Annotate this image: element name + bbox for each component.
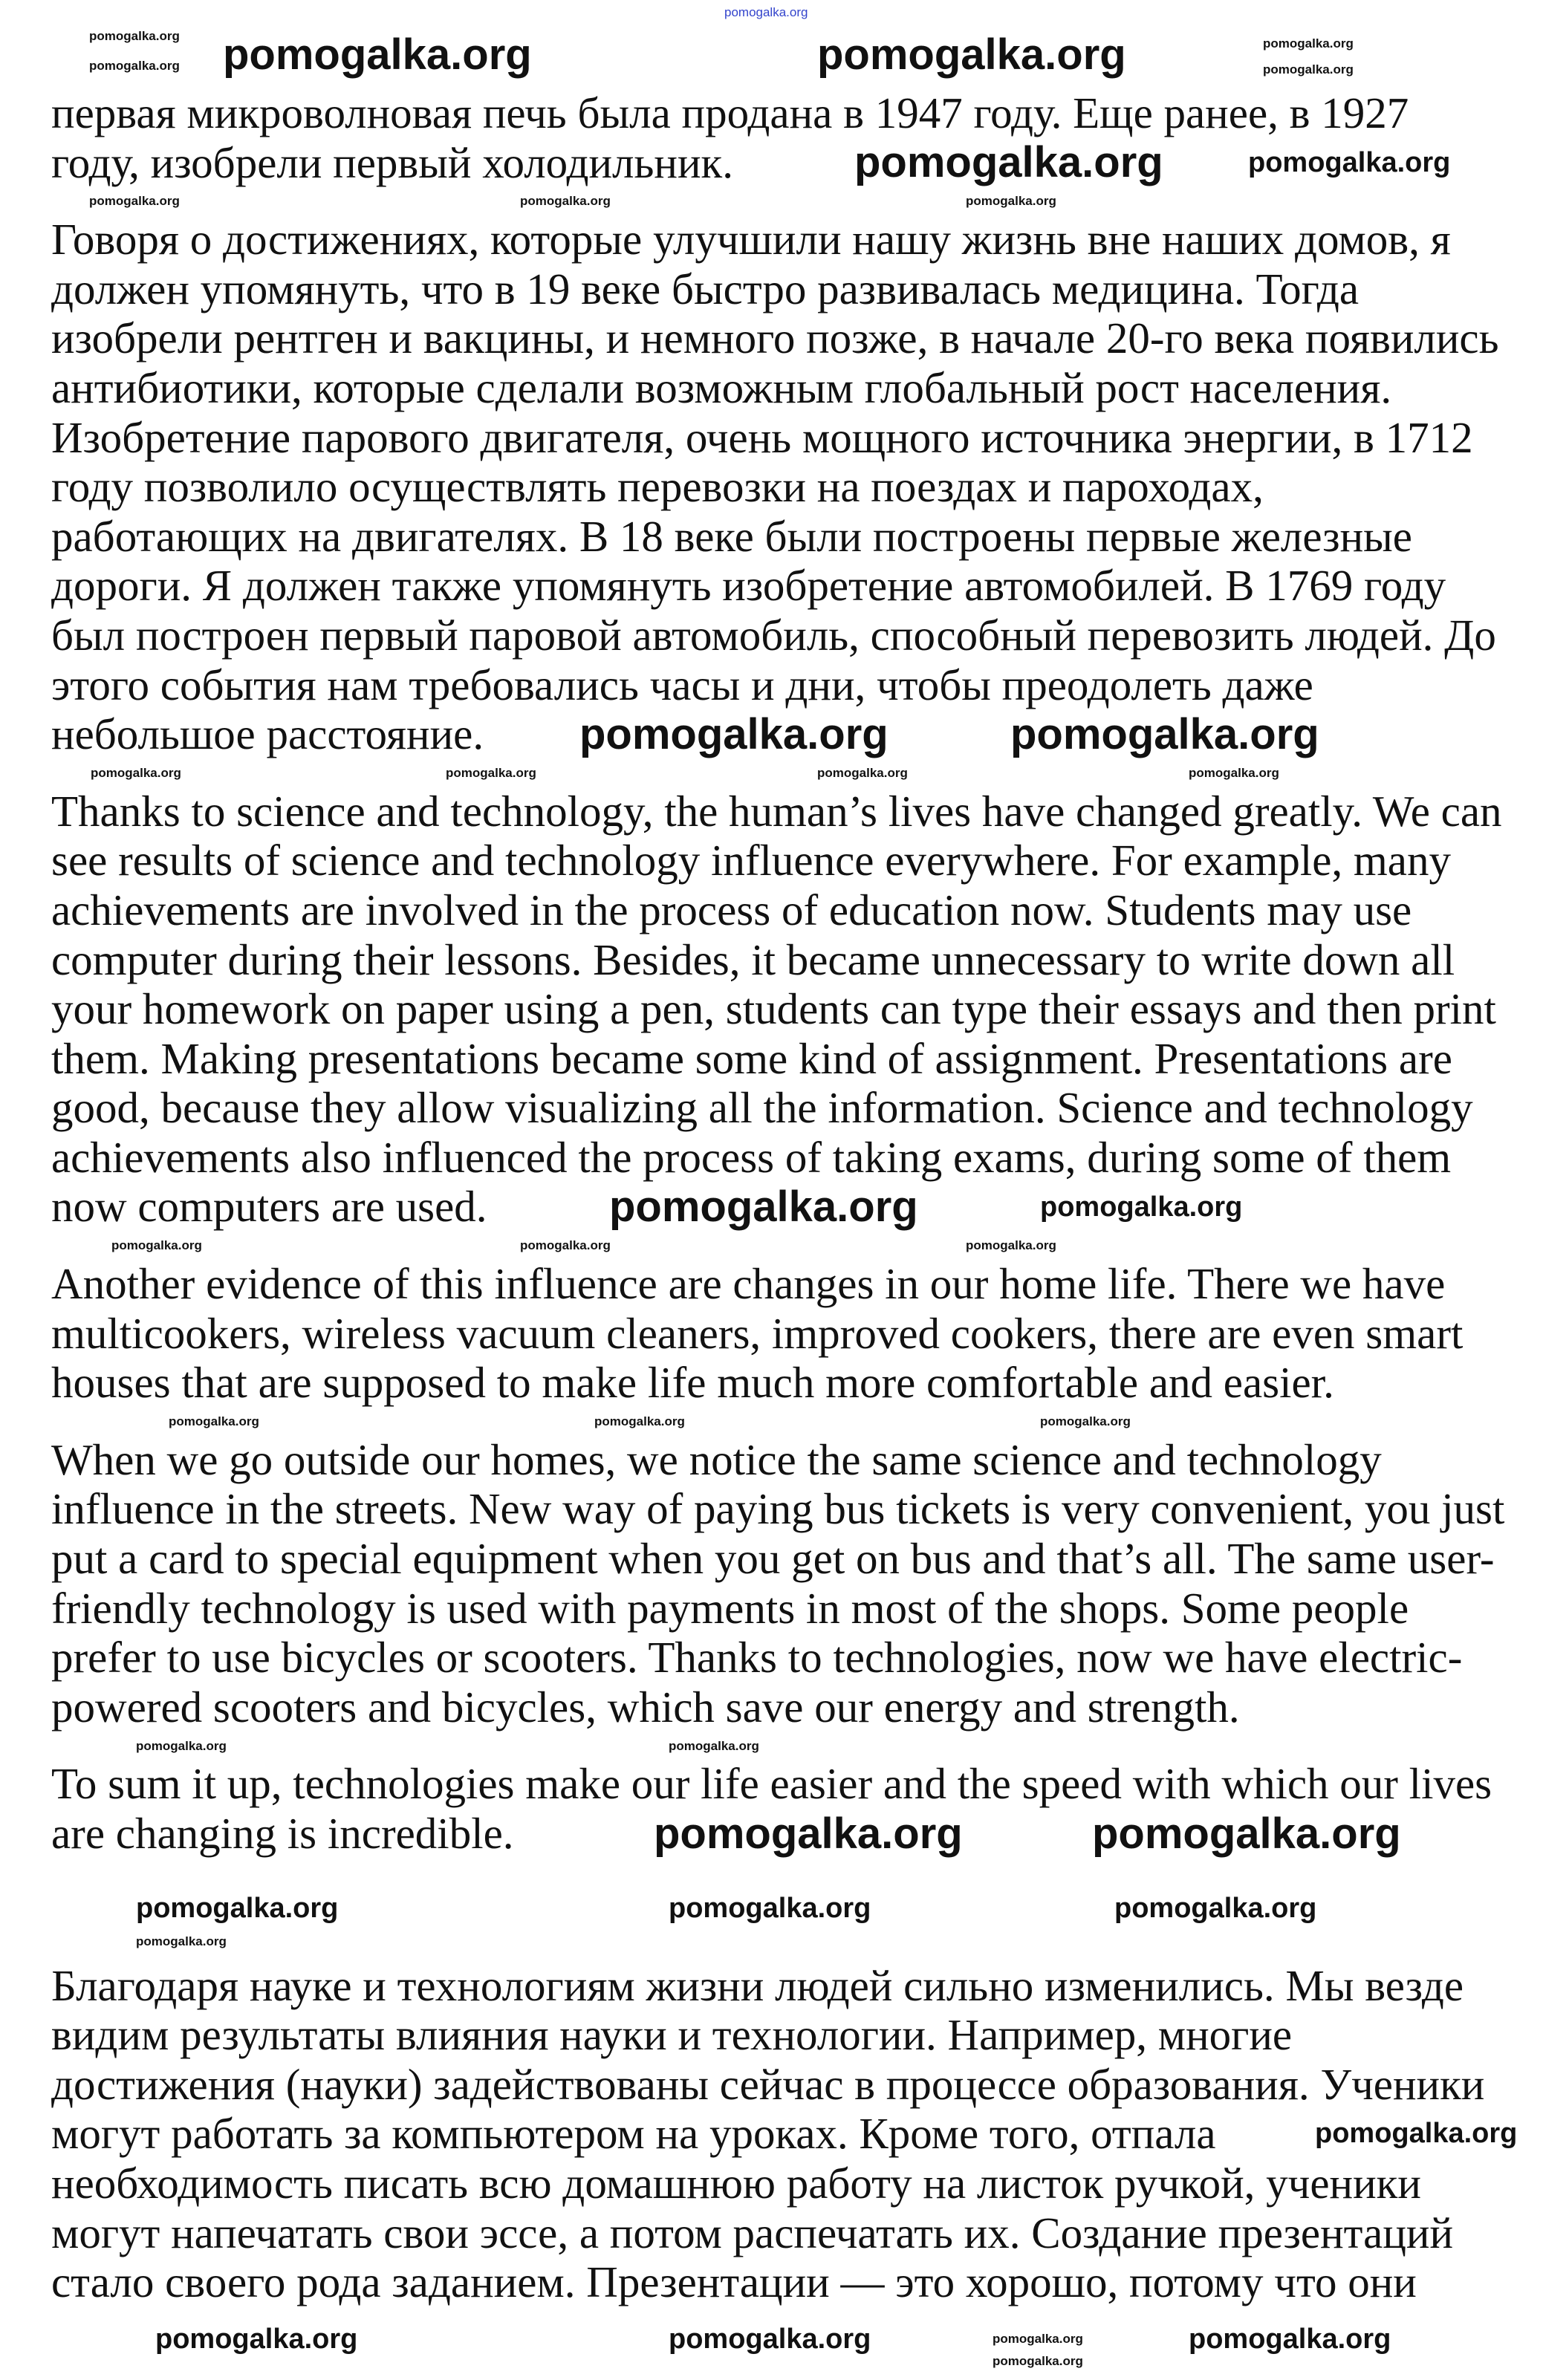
paragraph <box>51 1961 1530 2307</box>
text-line: небольшое расстояние. <box>51 709 484 759</box>
text-line: Thanks to science and technology, the human’s lives have changed greatly. We can <box>51 786 1502 836</box>
watermark: pomogalka.org <box>594 1414 685 1428</box>
watermark: pomogalka.org <box>136 1739 227 1753</box>
watermark: pomogalka.org <box>111 1238 202 1252</box>
text-line: могут работать за компьютером на уроках. Кроме того, отпала <box>51 2109 1216 2159</box>
watermark: pomogalka.org <box>89 29 180 43</box>
text-line: необходимость писать всю домашнюю работу на листок ручкой, ученики <box>51 2158 1421 2208</box>
paragraph <box>51 1435 1530 1732</box>
watermark: pomogalka.org <box>854 138 1163 186</box>
watermark: pomogalka.org <box>1315 2118 1518 2149</box>
text-line: houses that are supposed to make life much more comfortable and easier. <box>51 1358 1334 1408</box>
paragraph <box>51 787 1530 1232</box>
watermark: pomogalka.org <box>1189 766 1279 780</box>
text-line: powered scooters and bicycles, which save our energy and strength. <box>51 1682 1240 1732</box>
watermark: pomogalka.org <box>1263 62 1354 77</box>
watermark: pomogalka.org <box>91 766 181 780</box>
paragraph <box>51 1259 1530 1408</box>
text-line: now computers are used. <box>51 1182 487 1232</box>
watermark: pomogalka.org <box>993 2332 1083 2346</box>
watermark: pomogalka.org <box>155 2324 358 2355</box>
watermark: pomogalka.org <box>966 1238 1056 1252</box>
text-line: put a card to special equipment when you get on bus and that’s all. The same user- <box>51 1534 1495 1584</box>
watermark: pomogalka.org <box>1040 1414 1131 1428</box>
watermark: pomogalka.org <box>724 5 808 19</box>
watermark: pomogalka.org <box>89 194 180 208</box>
text-line: influence in the streets. New way of paying bus tickets is very convenient, you just <box>51 1484 1505 1534</box>
text-line: them. Making presentations became some kind of assignment. Presentations are <box>51 1033 1452 1083</box>
text-line: должен упомянуть, что в 19 веке быстро развивалась медицина. Тогда <box>51 264 1360 313</box>
text-line: первая микроволновая печь была продана в 1947 году. Еще ранее, в 1927 <box>51 88 1409 137</box>
watermark: pomogalka.org <box>669 1893 871 1924</box>
text-line: стало своего рода заданием. Презентации — это хорошо, потому что они <box>51 2257 1417 2307</box>
text-line: friendly technology is used with payments in most of the shops. Some people <box>51 1583 1409 1633</box>
text-line: When we go outside our homes, we notice the same science and technology <box>51 1434 1382 1484</box>
paragraph <box>51 215 1530 759</box>
watermark: pomogalka.org <box>817 30 1126 79</box>
watermark: pomogalka.org <box>169 1414 259 1428</box>
watermark: pomogalka.org <box>520 1238 611 1252</box>
text-line: могут напечатать свои эссе, а потом распечатать их. Создание презентаций <box>51 2208 1454 2257</box>
watermark: pomogalka.org <box>446 766 536 780</box>
watermark: pomogalka.org <box>669 1739 759 1753</box>
watermark: pomogalka.org <box>669 2324 871 2355</box>
watermark: pomogalka.org <box>136 1934 227 1948</box>
text-line: Благодаря науке и технологиям жизни людей сильно изменились. Мы везде <box>51 1960 1464 2010</box>
text-line: are changing is incredible. <box>51 1809 514 1858</box>
watermark: pomogalka.org <box>1092 1810 1401 1858</box>
watermark: pomogalka.org <box>520 194 611 208</box>
watermark: pomogalka.org <box>609 1183 918 1231</box>
text-line: good, because they allow visualizing all the information. Science and technology <box>51 1083 1473 1133</box>
text-line: Говоря о достижениях, которые улучшили нашу жизнь вне наших домов, я <box>51 215 1451 264</box>
watermark: pomogalka.org <box>223 30 532 79</box>
watermark: pomogalka.org <box>579 710 889 758</box>
text-line: антибиотики, которые сделали возможным глобальный рост населения. <box>51 362 1392 412</box>
watermark: pomogalka.org <box>1189 2324 1391 2355</box>
text-line: видим результаты влияния науки и технологии. Например, многие <box>51 2010 1293 2060</box>
watermark: pomogalka.org <box>1263 36 1354 51</box>
watermark: pomogalka.org <box>1040 1191 1243 1223</box>
watermark: pomogalka.org <box>1248 147 1451 178</box>
text-line: see results of science and technology influence everywhere. For example, many <box>51 836 1451 885</box>
text-line: multicookers, wireless vacuum cleaners, improved cookers, there are even smart <box>51 1308 1464 1358</box>
text-line: изобрели рентген и вакцины, и немного позже, в начале 20-го века появились <box>51 313 1499 363</box>
text-line: computer during their lessons. Besides, it became unnecessary to write down all <box>51 934 1455 984</box>
watermark: pomogalka.org <box>654 1810 963 1858</box>
watermark: pomogalka.org <box>1114 1893 1317 1924</box>
watermark: pomogalka.org <box>136 1893 339 1924</box>
text-line: этого события нам требовались часы и дни, чтобы преодолеть даже <box>51 660 1313 709</box>
watermark: pomogalka.org <box>89 59 180 73</box>
text-line: your homework on paper using a pen, students can type their essays and then print <box>51 984 1496 1034</box>
text-line: был построен первый паровой автомобиль, способный перевозить людей. До <box>51 610 1496 660</box>
text-line: Another evidence of this influence are changes in our home life. There we have <box>51 1259 1446 1309</box>
text-line: To sum it up, technologies make our life easier and the speed with which our lives <box>51 1759 1492 1809</box>
watermark: pomogalka.org <box>966 194 1056 208</box>
watermark: pomogalka.org <box>993 2354 1083 2368</box>
text-line: Изобретение парового двигателя, очень мощного источника энергии, в 1712 <box>51 412 1473 462</box>
text-line: году позволило осуществлять перевозки на поездах и пароходах, <box>51 462 1264 512</box>
text-line: дороги. Я должен также упомянуть изобретение автомобилей. В 1769 году <box>51 561 1446 611</box>
text-line: achievements also influenced the process of taking exams, during some of them <box>51 1132 1452 1182</box>
watermark: pomogalka.org <box>817 766 908 780</box>
watermark: pomogalka.org <box>1010 710 1319 758</box>
text-line: достижения (науки) задействованы сейчас в процессе образования. Ученики <box>51 2059 1485 2109</box>
text-line: achievements are involved in the process of education now. Students may use <box>51 885 1412 934</box>
text-line: году, изобрели первый холодильник. <box>51 137 733 187</box>
text-line: работающих на двигателях. В 18 веке были построены первые железные <box>51 511 1412 561</box>
text-line: prefer to use bicycles or scooters. Thanks to technologies, now we have electric- <box>51 1633 1463 1682</box>
